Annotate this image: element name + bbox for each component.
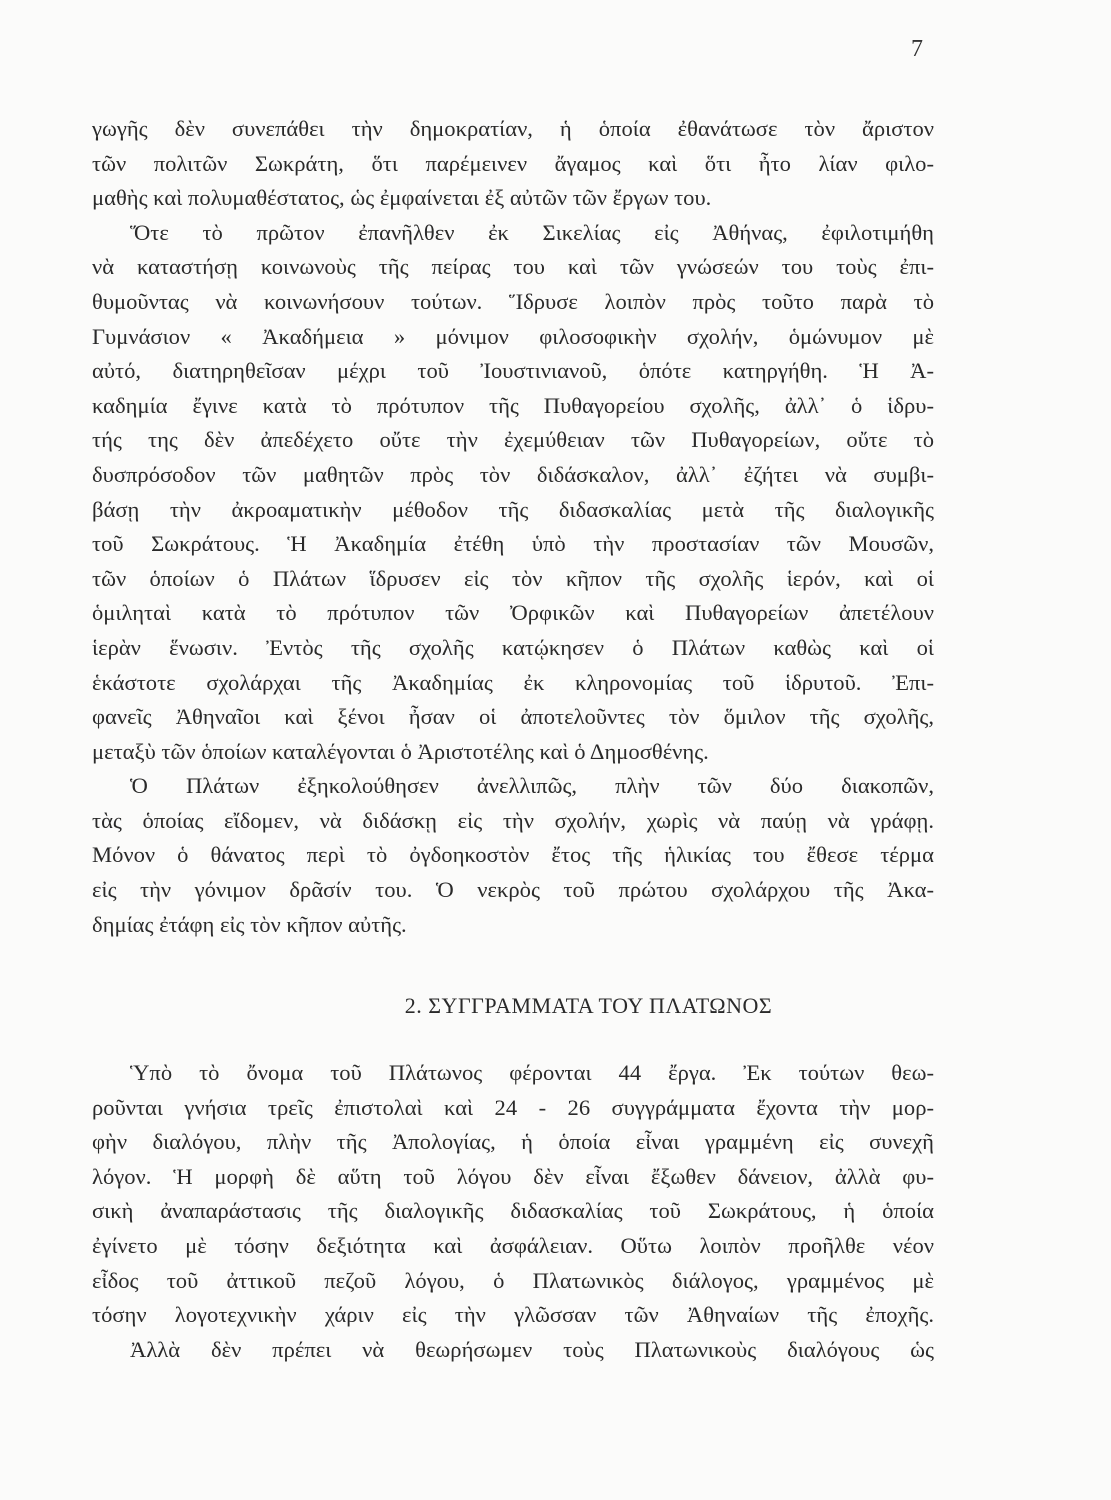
text-line: γωγῆς δὲν συνεπάθει τὴν δημοκρατίαν, ἡ ὁποία ἐθανάτωσε τὸν ἄριστον (92, 116, 934, 141)
text-line: τὰς ὁποίας εἴδομεν, νὰ διδάσκῃ εἰς τὴν σχολήν, χωρὶς νὰ παύῃ νὰ γράφῃ. (92, 807, 934, 833)
text-line: Ὑπὸ τὸ ὄνομα τοῦ Πλάτωνος φέρονται 44 ἔργα. Ἐκ τούτων θεω- (130, 1060, 934, 1085)
text-line: μαθὴς καὶ πολυμαθέστατος, ὡς ἐμφαίνεται ἐξ αὐτῶν τῶν ἔργων του. (92, 185, 712, 211)
text-line: Ἀλλὰ δὲν πρέπει νὰ θεωρήσωμεν τοὺς Πλατωνικοὺς διαλόγους ὡς (130, 1336, 934, 1362)
text-line: βάσῃ τὴν ἀκροαματικὴν μέθοδον τῆς διδασκαλίας μετὰ τῆς διαλογικῆς (92, 496, 934, 522)
text-line: τοῦ Σωκράτους. Ἡ Ἀκαδημία ἐτέθη ὑπὸ τὴν προστασίαν τῶν Μουσῶν, (92, 531, 934, 557)
text-line: νὰ καταστήσῃ κοινωνοὺς τῆς πείρας του καὶ τῶν γνώσεών του τοὺς ἐπι- (92, 254, 934, 280)
text-line: ἑκάστοτε σχολάρχαι τῆς Ἀκαδημίας ἐκ κληρονομίας τοῦ ἱδρυτοῦ. Ἐπι- (92, 669, 934, 695)
text-line: μεταξὺ τῶν ὁποίων καταλέγονται ὁ Ἀριστοτέλης καὶ ὁ Δημοσθένης. (92, 738, 709, 764)
text-line: σικὴ ἀναπαράστασις τῆς διαλογικῆς διδασκαλίας τοῦ Σωκράτους, ἡ ὁποία (92, 1198, 934, 1224)
text-line: τόσην λογοτεχνικὴν χάριν εἰς τὴν γλῶσσαν τῶν Ἀθηναίων τῆς ἐποχῆς. (92, 1302, 934, 1328)
text-line: λόγον. Ἡ μορφὴ δὲ αὕτη τοῦ λόγου δὲν εἶναι ἔξωθεν δάνειον, ἀλλὰ φυ- (92, 1163, 934, 1189)
text-line: δυσπρόσοδον τῶν μαθητῶν πρὸς τὸν διδάσκαλον, ἀλλ᾽ ἐζήτει νὰ συμβι- (92, 461, 934, 487)
text-line: εἶδος τοῦ ἀττικοῦ πεζοῦ λόγου, ὁ Πλατωνικὸς διάλογος, γραμμένος μὲ (92, 1267, 934, 1293)
body-text-top (92, 112, 934, 942)
text-line: φὴν διαλόγου, πλὴν τῆς Ἀπολογίας, ἡ ὁποία εἶναι γραμμένη εἰς συνεχῆ (92, 1129, 934, 1155)
text-line: ροῦνται γνήσια τρεῖς ἐπιστολαὶ καὶ 24 - 26 συγγράμματα ἔχοντα τὴν μορ- (92, 1094, 934, 1120)
text-line: καδημία ἔγινε κατὰ τὸ πρότυπον τῆς Πυθαγορείου σχολῆς, ἀλλ᾽ ὁ ἱδρυ- (92, 392, 934, 418)
text-line: Μόνον ὁ θάνατος περὶ τὸ ὀγδοηκοστὸν ἔτος τῆς ἡλικίας του ἔθεσε τέρμα (92, 842, 934, 868)
text-line: ὁμιληταὶ κατὰ τὸ πρότυπον τῶν Ὀρφικῶν καὶ Πυθαγορείων ἀπετέλουν (92, 600, 934, 626)
text-line: Γυμνάσιον « Ἀκαδήμεια » μόνιμον φιλοσοφικὴν σχολήν, ὁμώνυμον μὲ (92, 323, 934, 349)
text-line: ἐγίνετο μὲ τόσην δεξιότητα καὶ ἀσφάλειαν. Οὕτω λοιπὸν προῆλθε νέον (92, 1232, 934, 1258)
text-line: τῶν πολιτῶν Σωκράτη, ὅτι παρέμεινεν ἄγαμος καὶ ὅτι ἦτο λίαν φιλο- (92, 150, 934, 176)
text-line: Ὅτε τὸ πρῶτον ἐπανῆλθεν ἐκ Σικελίας εἰς Ἀθήνας, ἐφιλοτιμήθη (130, 219, 934, 245)
section-heading (0, 993, 1111, 1019)
text-line: φανεῖς Ἀθηναῖοι καὶ ξένοι ἦσαν οἱ ἀποτελοῦντες τὸν ὅμιλον τῆς σχολῆς, (92, 704, 934, 730)
text-line: Ὁ Πλάτων ἐξηκολούθησεν ἀνελλιπῶς, πλὴν τῶν δύο διακοπῶν, (130, 773, 934, 799)
text-line: εἰς τὴν γόνιμον δρᾶσίν του. Ὁ νεκρὸς τοῦ πρώτου σχολάρχου τῆς Ἀκα- (92, 877, 934, 903)
text-line: ἱερὰν ἕνωσιν. Ἐντὸς τῆς σχολῆς κατῴκησεν ὁ Πλάτων καθὼς καὶ οἱ (92, 634, 934, 660)
section-heading-text: 2. ΣΥΓΓΡΑΜΜΑΤΑ ΤΟΥ ΠΛΑΤΩΝΟΣ (404, 993, 773, 1018)
text-line: τῶν ὁποίων ὁ Πλάτων ἵδρυσεν εἰς τὸν κῆπον τῆς σχολῆς ἱερόν, καὶ οἱ (92, 565, 934, 591)
text-line: δημίας ἐτάφη εἰς τὸν κῆπον αὐτῆς. (92, 911, 407, 937)
body-text-bottom (92, 1056, 934, 1367)
text-line: τής της δὲν ἀπεδέχετο οὔτε τὴν ἐχεμύθειαν τῶν Πυθαγορείων, οὔτε τὸ (92, 427, 934, 453)
text-line: θυμοῦντας νὰ κοινωνήσουν τούτων. Ἵδρυσε λοιπὸν πρὸς τοῦτο παρὰ τὸ (92, 288, 934, 314)
text-line: αὐτό, διατηρηθεῖσαν μέχρι τοῦ Ἰουστινιανοῦ, ὁπότε κατηργήθη. Ἡ Ἀ- (92, 358, 934, 384)
page-number: 7 (911, 36, 923, 62)
